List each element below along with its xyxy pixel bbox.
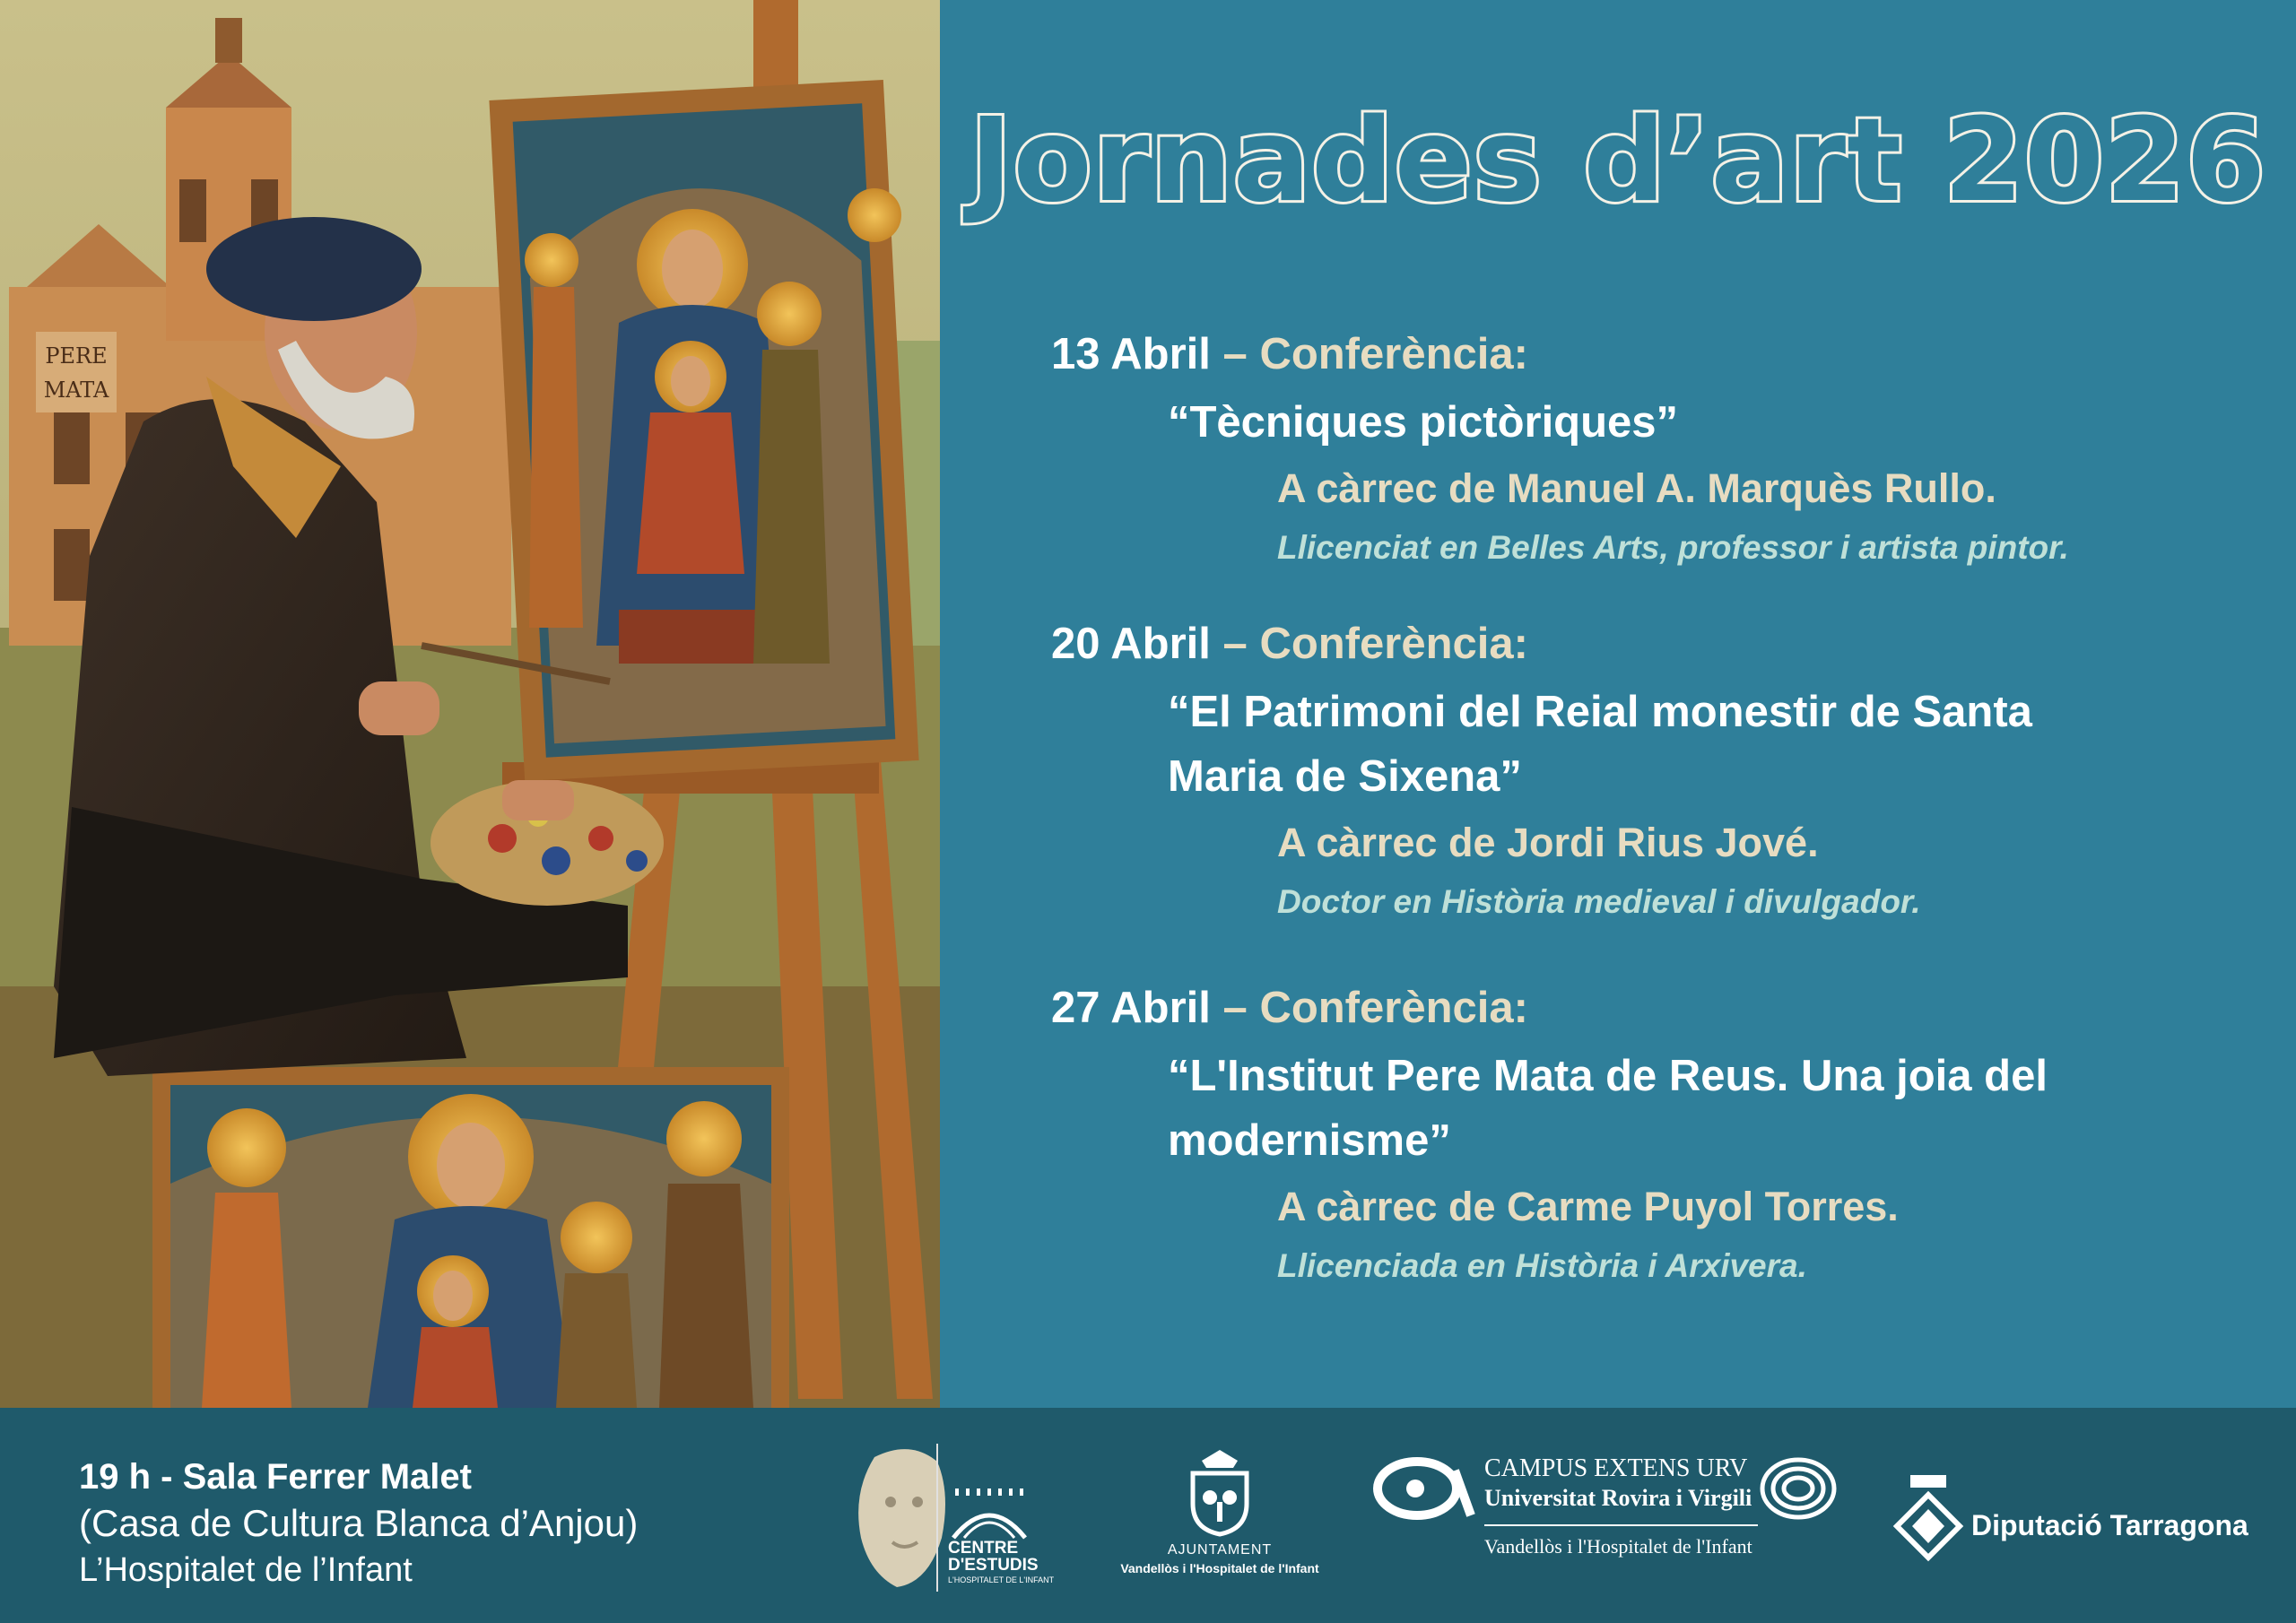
ajuntament-logo xyxy=(1103,1448,1336,1583)
event-3 xyxy=(1051,981,2235,1293)
campus-line3: Vandellòs i l'Hospitalet de l'Infant xyxy=(1484,1535,1752,1558)
campus-line1: CAMPUS EXTENS URV xyxy=(1484,1454,1748,1482)
page-title: Jornades d’art 2026 xyxy=(969,94,2267,228)
footer xyxy=(0,1408,2296,1623)
centre-estudis-line1: CENTRE xyxy=(948,1539,1019,1558)
event-dash: – xyxy=(1222,330,1248,378)
event-dash: – xyxy=(1222,984,1248,1032)
centre-estudis-line3: L'HOSPITALET DE L'INFANT xyxy=(948,1575,1055,1584)
event-header xyxy=(1051,327,2235,381)
event-topic-line: Maria de Sixena” xyxy=(1168,752,1522,801)
event-1 xyxy=(1051,327,2235,575)
event-date: 20 Abril xyxy=(1051,620,1211,668)
event-type: Conferència: xyxy=(1259,620,1528,668)
centre-estudis-logo xyxy=(848,1439,1063,1592)
lower-icon-painting xyxy=(152,1067,789,1408)
event-speaker: A càrrec de Carme Puyol Torres. xyxy=(1277,1184,1899,1229)
event-speaker-description: Llicenciat en Belles Arts, professor i artista pintor. xyxy=(1277,529,2069,566)
event-topic-line: “L'Institut Pere Mata de Reus. Una joia del xyxy=(1168,1052,2048,1100)
event-date: 13 Abril xyxy=(1051,330,1211,378)
ajuntament-line1: AJUNTAMENT xyxy=(1167,1542,1273,1558)
urv-spiral-icon xyxy=(1758,1453,1839,1524)
campus-line2: Universitat Rovira i Virgili xyxy=(1484,1485,1752,1511)
event-date: 27 Abril xyxy=(1051,984,1211,1032)
venue-town: L’Hospitalet de l’Infant xyxy=(79,1551,413,1589)
sign-line2: MATA xyxy=(43,378,109,403)
diputacio-emblem-icon xyxy=(1892,1475,1964,1565)
event-topic xyxy=(1168,390,2235,455)
centre-estudis-line2: D'ESTUDIS xyxy=(948,1556,1039,1575)
event-speaker-description: Doctor en Història medieval i divulgador. xyxy=(1277,883,1921,920)
event-header xyxy=(1051,617,2235,671)
event-dash: – xyxy=(1222,620,1248,668)
event-speaker: A càrrec de Manuel A. Marquès Rullo. xyxy=(1277,465,1996,511)
event-topic xyxy=(1168,680,2235,809)
venue-info xyxy=(79,1454,638,1593)
event-topic-line: modernisme” xyxy=(1168,1116,1451,1165)
diputacio-logo xyxy=(1892,1475,2251,1565)
campus-extens-logo xyxy=(1372,1453,1848,1578)
event-topic-line: “Tècniques pictòriques” xyxy=(1168,398,1679,447)
ajuntament-line2: Vandellòs i l'Hospitalet de l'Infant xyxy=(1120,1561,1319,1575)
venue-building: (Casa de Cultura Blanca d’Anjou) xyxy=(79,1502,639,1544)
event-speaker: A càrrec de Jordi Rius Jové. xyxy=(1277,820,1819,865)
event-header xyxy=(1051,981,2235,1035)
event-speaker-description: Llicenciada en Història i Arxivera. xyxy=(1277,1247,1807,1284)
venue-time-room: 19 h - Sala Ferrer Malet xyxy=(79,1457,472,1497)
event-type: Conferència: xyxy=(1259,984,1528,1032)
event-topic xyxy=(1168,1044,2235,1173)
event-2 xyxy=(1051,617,2235,929)
event-topic-line: “El Patrimoni del Reial monestir de Santa xyxy=(1168,688,2032,736)
coat-of-arms-icon xyxy=(1179,1448,1260,1538)
easel-icon-painting xyxy=(489,80,918,781)
event-type: Conferència: xyxy=(1259,330,1528,378)
diputacio-label: Diputació Tarragona xyxy=(1971,1509,2248,1541)
campus-divider xyxy=(1484,1524,1758,1526)
painting-svg xyxy=(0,0,940,1408)
sign-line1: PERE xyxy=(45,343,108,369)
painting-illustration xyxy=(0,0,940,1408)
campus-a-icon xyxy=(1372,1453,1480,1524)
